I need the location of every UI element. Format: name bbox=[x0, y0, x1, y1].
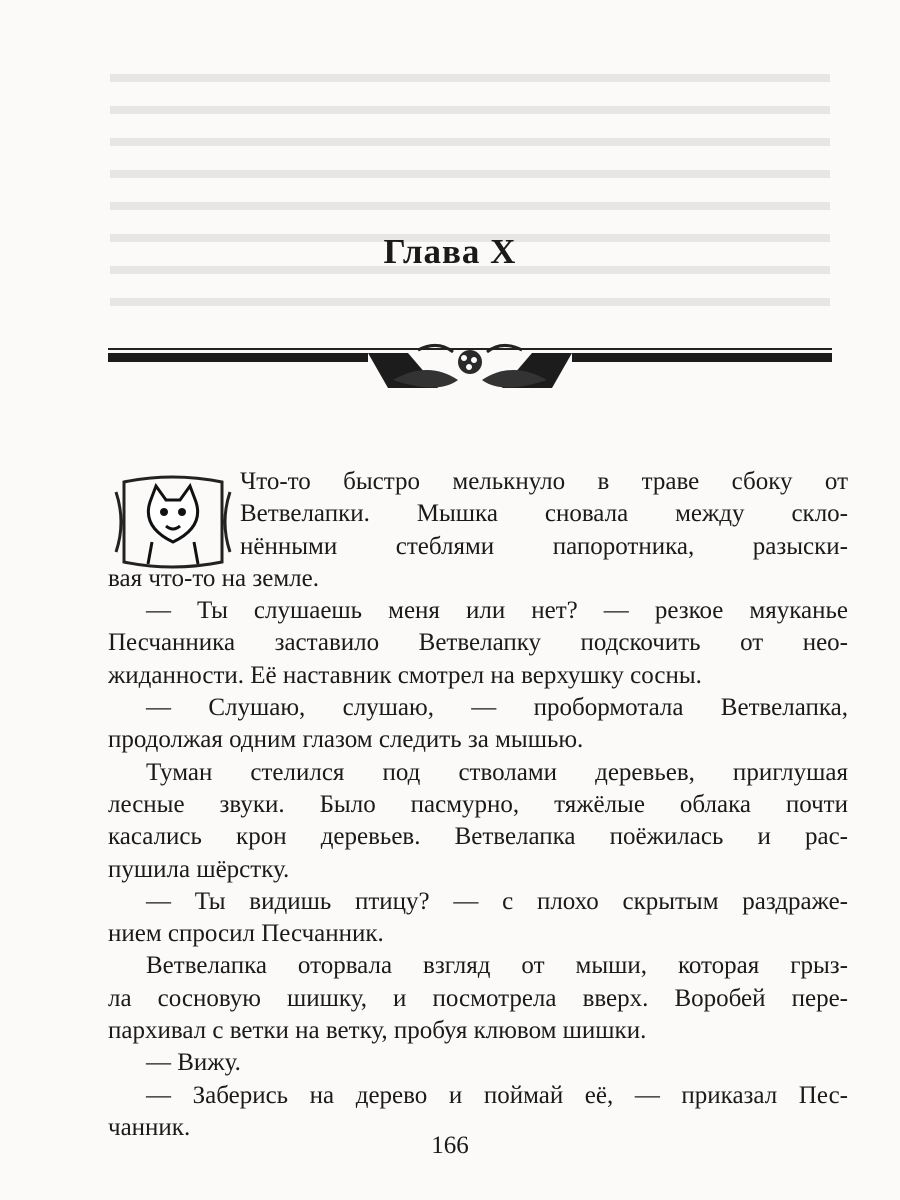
text-line: чанник. bbox=[108, 1113, 191, 1141]
text-line: — Ты видишь птицу? — с плохо скрытым раздраже- bbox=[146, 887, 848, 915]
text-line: пушила шёрстку. bbox=[108, 855, 290, 883]
text-line: касались крон деревьев. Ветвелапка поёжилась и рас- bbox=[108, 823, 848, 851]
text-line: лесные звуки. Было пасмурно, тяжёлые облака почти bbox=[108, 790, 848, 818]
text-line: продолжая одним глазом следить за мышью. bbox=[108, 726, 584, 754]
text-line: вая что-то на земле. bbox=[108, 564, 319, 592]
text-line: Песчанника заставило Ветвелапку подскочить от нео- bbox=[108, 629, 848, 657]
text-line: — Слушаю, слушаю, — пробормотала Ветвелапка, bbox=[146, 694, 848, 722]
text-line: Туман стелился под стволами деревьев, приглушая bbox=[146, 758, 848, 786]
body-text bbox=[108, 466, 848, 1144]
text-line: ла сосновую шишку, и посмотрела вверх. Воробей пере- bbox=[108, 984, 848, 1012]
text-line: нёнными стеблями папоротника, разыски- bbox=[240, 532, 848, 560]
bleed-through-text bbox=[110, 60, 830, 320]
text-line: — Заберись на дерево и поймай её, — приказал Пес- bbox=[146, 1081, 848, 1109]
text-line: пархивал с ветки на ветку, пробуя клювом шишки. bbox=[108, 1017, 647, 1045]
text-line: — Вижу. bbox=[146, 1049, 241, 1077]
chapter-ornament bbox=[108, 340, 832, 400]
text-line: жиданности. Её наставник смотрел на верхушку сосны. bbox=[108, 661, 702, 689]
page-number: 166 bbox=[431, 1132, 469, 1159]
text-line: нием спросил Песчанник. bbox=[108, 920, 384, 948]
chapter-title: Глава X bbox=[383, 232, 517, 271]
text-line: Ветвелапка оторвала взгляд от мыши, которая грыз- bbox=[146, 952, 848, 980]
text-line: Ветвелапки. Мышка сновала между скло- bbox=[240, 500, 848, 528]
text-line: Что-то быстро мелькнуло в траве сбоку от bbox=[240, 468, 848, 495]
text-line: — Ты слушаешь меня или нет? — резкое мяуканье bbox=[146, 597, 848, 625]
